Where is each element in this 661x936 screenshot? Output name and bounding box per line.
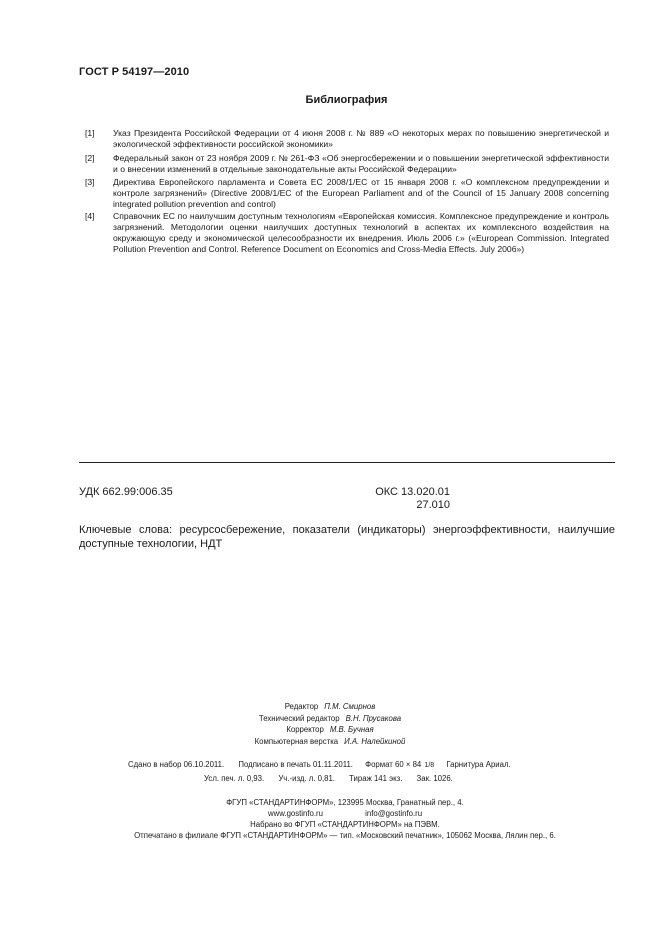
publisher-address: ФГУП «СТАНДАРТИНФОРМ», 123995 Москва, Гранатный пер., 4. [226,798,464,807]
entry-text: Справочник ЕС по наилучшим доступным технологиям «Европейская комиссия. Комплексное предупреждение и контроль загрязнений. Методологии оценки наилучших доступных технологий в аспектах их комплексного воздействия на окружающую среду и экономической целесообразности их внедрения. Июль 2006 г.» («European Commission. Integrated Pollution Prevention and Control. Reference Document on Economics and Cross-Media Effects. July 2006») [113,211,609,254]
signed-to-print: Подписано в печать 01.11.2011. [238,760,353,769]
credit-editor [160,701,500,713]
entry-text: Директива Европейского парламента и Совета ЕС 2008/1/ЕС от 15 января 2008 г. «О комплексном предупреждении и контроле загрязнений» (Directive 2008/1/EC of the European Parliament and of the Council of 15 January 2008 concerning integrated pollution prevention and control) [113,177,609,209]
circulation: Тираж 141 экз. [349,774,403,783]
credit-name: И.А. Налейкиной [344,736,406,746]
entry-number: [4] [85,211,95,221]
credit-name: М.В. Бучная [329,725,374,734]
typeset-note: Набрано во ФГУП «СТАНДАРТИНФОРМ» на ПЭВМ. [250,820,440,829]
keywords: Ключевые слова: ресурсосбережение, показатели (индикаторы) энергоэффективности, наилучшие доступные технологии, НДТ [79,524,615,550]
contacts-line [80,808,610,819]
entry-text: Федеральный закон от 23 ноября 2009 г. № 261-ФЗ «Об энергосбережении и о повышении энергетической эффективности и о внесении изменений в отдельные законодательные акты Российской Федерации» [113,153,609,174]
order-number: Зак. 1026. [416,774,453,783]
separator-rule [79,462,615,463]
oks-code-2: 27.010 [416,499,450,511]
oks-code-1: ОКС 13.020.01 [375,486,450,498]
entry-number: [3] [85,177,95,187]
format-fraction: 1/8 [424,762,435,769]
credit-layout [160,736,500,748]
credit-role: Технический редактор [258,713,340,723]
print-info-line-2 [120,773,570,784]
publisher-sheets: Уч.-изд. л. 0,81. [278,774,335,783]
entry-number: [1] [85,128,95,138]
credit-role: Корректор [286,725,324,734]
entry-number: [2] [85,153,95,163]
credit-proofreader [160,724,500,736]
bibliography-title [0,94,661,106]
printed-sheets: Усл. печ. л. 0,93. [204,774,265,783]
bibliography-entry-2 [79,153,609,175]
credit-name: П.М. Смирнов [324,702,376,711]
printed-note: Отпечатано в филиале ФГУП «СТАНДАРТИНФОРМ» — тип. «Московский печатник», 105062 Москва, Лялин пер., 6. [134,831,556,840]
credit-role: Компьютерная верстка [254,736,339,746]
paper-format: Формат 60 × 84 [365,760,422,769]
oks-codes [370,486,450,512]
standard-number: ГОСТ Р 54197—2010 [79,66,190,78]
website-link[interactable]: www.gostinfo.ru [267,809,323,818]
email-link[interactable]: info@gostinfo.ru [365,809,423,818]
bibliography-title-text: Библиография [305,94,388,106]
credit-tech-editor [160,713,500,725]
udk-code: УДК 662.99:006.35 [79,486,173,498]
credits-block [160,701,500,747]
typeface: Гарнитура Ариал. [446,760,511,769]
bibliography-entry-4 [79,211,609,255]
credit-name: В.Н. Прусакова [345,713,402,723]
credit-role: Редактор [284,702,319,711]
bibliography-entry-1 [79,128,609,150]
bibliography-entry-3 [79,177,609,210]
print-info-line-1 [120,759,570,771]
sent-to-typeset: Сдано в набор 06.10.2011. [128,760,225,769]
entry-text: Указ Президента Российской Федерации от 4 июня 2008 г. № 889 «О некоторых мерах по повышению энергетической и экологической эффективности российской экономики» [113,128,609,149]
